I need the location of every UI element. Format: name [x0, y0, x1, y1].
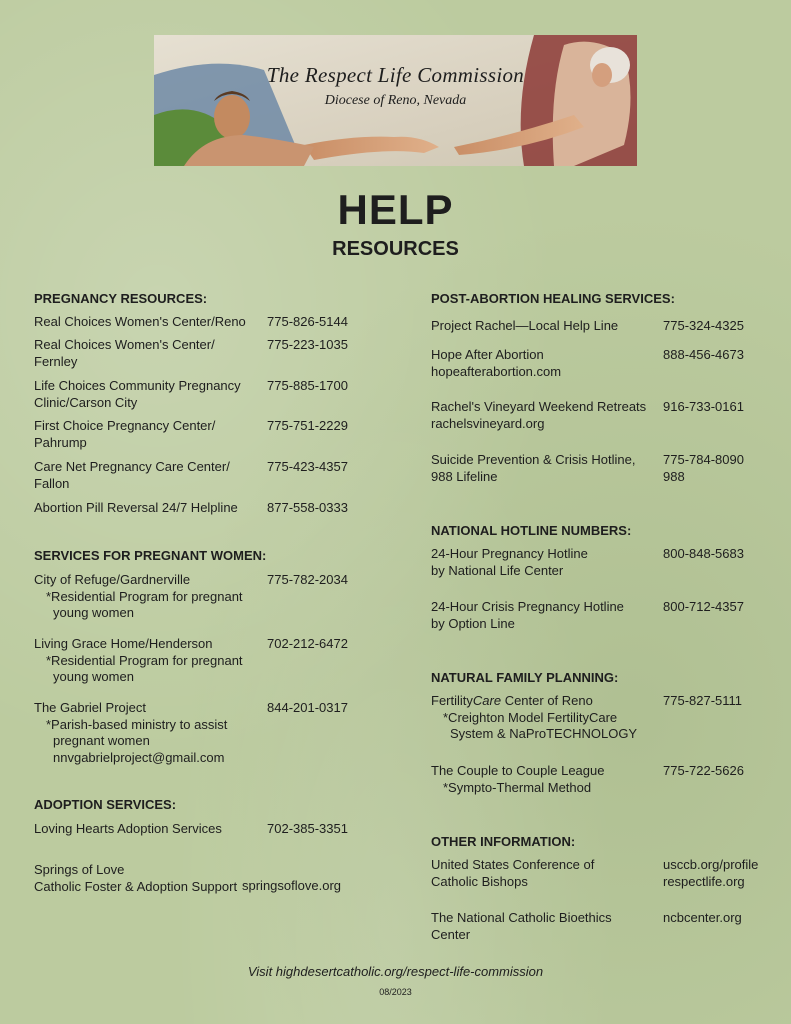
resource-name-cont: 988 Lifeline — [431, 468, 498, 484]
resource-note: *Sympto-Thermal Method — [443, 779, 592, 795]
phone-number: 800-712-4357 — [663, 599, 744, 614]
list-item — [34, 500, 264, 517]
resource-name-part: Center of Reno — [501, 693, 593, 708]
list-item — [34, 636, 264, 686]
resource-name: Rachel's Vineyard Weekend Retreats — [431, 399, 647, 414]
phone-number: 888-456-4673 — [663, 347, 744, 362]
list-item — [34, 314, 264, 331]
list-item — [34, 378, 264, 411]
phone-number: 702-212-6472 — [267, 636, 348, 651]
resource-note: *Residential Program for pregnant — [46, 588, 243, 604]
phone-number: 702-385-3351 — [267, 821, 348, 836]
list-item — [431, 599, 661, 632]
resource-name: Suicide Prevention & Crisis Hotline, — [431, 452, 636, 467]
website-link[interactable]: springsoflove.org — [242, 878, 341, 893]
phone-number: 775-827-5111 — [663, 693, 743, 708]
phone-number: 775-751-2229 — [267, 418, 348, 433]
list-item — [34, 418, 264, 451]
resource-name: The National Catholic Bioethics — [431, 910, 612, 925]
list-item — [431, 546, 661, 579]
resource-name-cont: Catholic Bishops — [431, 873, 528, 889]
resource-name: 24-Hour Crisis Pregnancy Hotline — [431, 599, 624, 614]
list-item — [431, 347, 661, 380]
resource-note: young women — [53, 669, 134, 684]
resource-name: Living Grace Home/Henderson — [34, 636, 213, 651]
national-hotlines-heading: NATIONAL HOTLINE NUMBERS: — [431, 523, 632, 538]
website-link[interactable]: hopeafterabortion.com — [431, 363, 562, 379]
list-item — [34, 459, 264, 492]
website-link[interactable]: respectlife.org — [663, 873, 745, 889]
other-information-heading: OTHER INFORMATION: — [431, 834, 576, 849]
diocese-subtitle: Diocese of Reno, Nevada — [324, 93, 467, 108]
resource-name: First Choice Pregnancy Center/ — [34, 418, 216, 433]
resource-name: 24-Hour Pregnancy Hotline — [431, 546, 588, 561]
phone-number: 844-201-0317 — [267, 700, 348, 715]
resource-note: young women — [53, 605, 134, 620]
list-item — [431, 318, 661, 335]
natural-family-planning-heading: NATURAL FAMILY PLANNING: — [431, 670, 619, 685]
resource-name: Real Choices Women's Center/Reno — [34, 314, 246, 329]
post-abortion-heading: POST-ABORTION HEALING SERVICES: — [431, 291, 675, 306]
resource-name-part: Fertility — [431, 693, 473, 708]
resource-note: *Parish-based ministry to assist — [46, 716, 228, 732]
phone-number: 775-423-4357 — [267, 459, 348, 474]
adoption-services-heading: ADOPTION SERVICES: — [34, 797, 177, 812]
resource-name-cont: Pahrump — [34, 434, 87, 450]
phone-number-primary: 775-784-8090 — [663, 452, 744, 467]
resource-name: Care Net Pregnancy Care Center/ — [34, 459, 230, 474]
resource-name-cont: Clinic/Carson City — [34, 394, 138, 410]
resource-name: United States Conference of — [431, 857, 595, 872]
list-item — [34, 337, 264, 370]
page-title: HELP — [337, 186, 454, 233]
resource-name-cont: Center — [431, 926, 471, 942]
phone-number: 775-782-2034 — [267, 572, 348, 587]
phone-number-short: 988 — [663, 468, 685, 484]
list-item — [431, 910, 661, 943]
list-item — [431, 693, 661, 743]
phone-number: 775-223-1035 — [267, 337, 348, 352]
resource-note: System & NaProTECHNOLOGY — [450, 726, 638, 741]
resource-name: Real Choices Women's Center/ — [34, 337, 215, 352]
revision-date: 08/2023 — [379, 987, 412, 997]
list-item — [34, 572, 264, 622]
banner-image — [154, 35, 637, 166]
website-link[interactable]: ncbcenter.org — [663, 910, 742, 925]
list-item — [34, 700, 264, 766]
resource-name-cont: Catholic Foster & Adoption Support — [34, 878, 238, 894]
resource-name: Hope After Abortion — [431, 347, 544, 362]
resource-note: *Residential Program for pregnant — [46, 652, 243, 668]
resource-name: Project Rachel—Local Help Line — [431, 318, 619, 333]
resource-name: Loving Hearts Adoption Services — [34, 821, 222, 836]
commission-title: The Respect Life Commission — [266, 63, 525, 87]
website-links — [663, 857, 758, 890]
resource-name: Abortion Pill Reversal 24/7 Helpline — [34, 500, 238, 515]
phone-number: 775-826-5144 — [267, 314, 348, 329]
pregnancy-resources-heading: PREGNANCY RESOURCES: — [34, 291, 208, 306]
website-link[interactable]: usccb.org/profile — [663, 857, 759, 872]
phone-number: 775-722-5626 — [663, 763, 744, 778]
list-item — [34, 862, 264, 895]
list-item — [431, 857, 661, 890]
resource-name-cont: Fernley — [34, 353, 78, 369]
resource-note: pregnant women — [53, 733, 150, 748]
services-pregnant-women-heading: SERVICES FOR PREGNANT WOMEN: — [34, 548, 267, 563]
phone-number: 775-885-1700 — [267, 378, 348, 393]
resource-name-italic: Care — [472, 693, 502, 708]
list-item — [431, 399, 661, 432]
resource-name-cont: by Option Line — [431, 615, 515, 631]
resource-name-cont: by National Life Center — [431, 562, 564, 578]
list-item — [34, 821, 264, 838]
resource-name — [431, 693, 661, 710]
footer-link[interactable]: Visit highdesertcatholic.org/respect-life-commission — [247, 964, 544, 979]
resource-name: The Couple to Couple League — [431, 763, 605, 778]
phone-number — [663, 452, 744, 485]
phone-number: 775-324-4325 — [663, 318, 744, 333]
page-subtitle: RESOURCES — [332, 238, 459, 260]
email-link[interactable]: nnvgabrielproject@gmail.com — [53, 749, 225, 765]
resource-name-cont: Fallon — [34, 475, 70, 491]
phone-number: 877-558-0333 — [267, 500, 348, 515]
resource-name: City of Refuge/Gardnerville — [34, 572, 191, 587]
phone-number: 916-733-0161 — [663, 399, 744, 414]
website-link[interactable]: rachelsvineyard.org — [431, 415, 545, 431]
resource-note: *Creighton Model FertilityCare — [443, 709, 618, 725]
resource-name: Life Choices Community Pregnancy — [34, 378, 241, 393]
list-item — [431, 763, 661, 796]
phone-number: 800-848-5683 — [663, 546, 744, 561]
resource-name: The Gabriel Project — [34, 700, 146, 715]
resource-name: Springs of Love — [34, 862, 125, 877]
list-item — [431, 452, 661, 485]
